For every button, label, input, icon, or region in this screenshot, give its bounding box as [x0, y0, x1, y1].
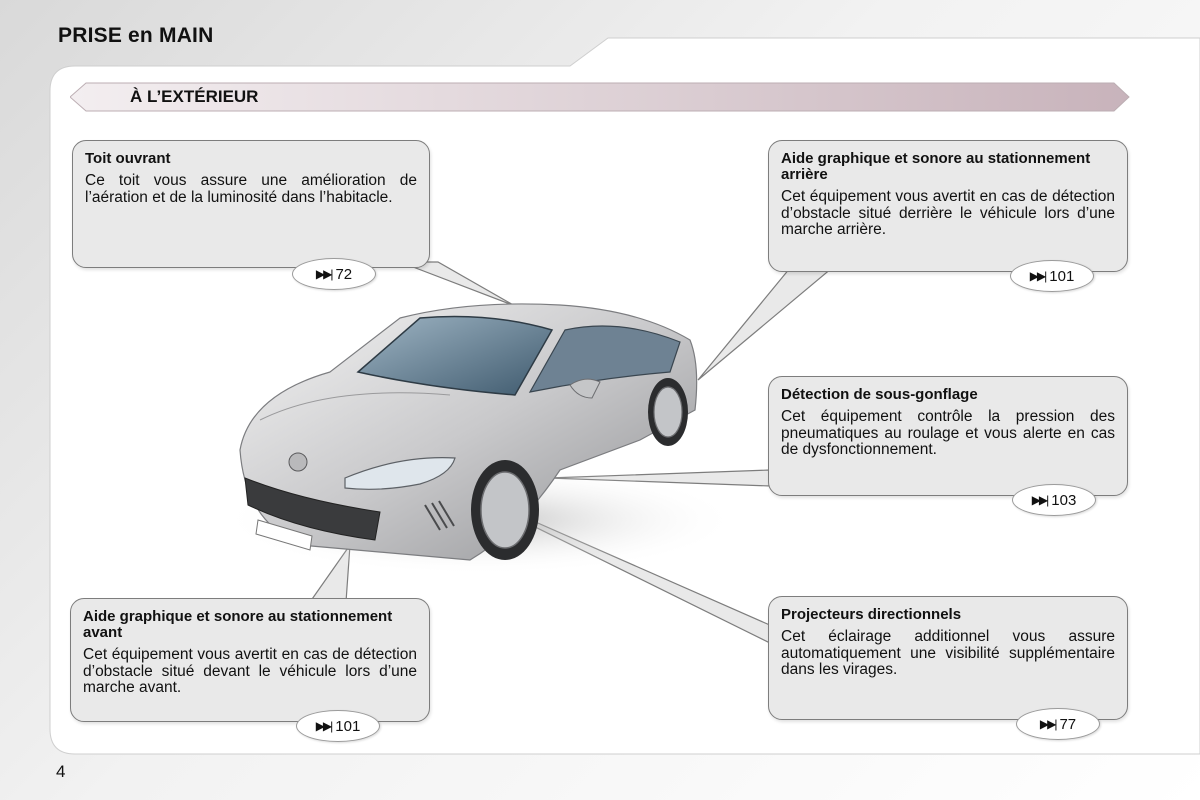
page-ref-toit[interactable] — [292, 258, 376, 290]
skip-forward-icon: ▶▶| — [315, 267, 332, 281]
page-ref-number: 77 — [1059, 715, 1077, 733]
page-ref-aide-avant[interactable] — [296, 710, 380, 742]
skip-forward-icon: ▶▶| — [1029, 269, 1046, 283]
pointer-toit — [400, 262, 515, 306]
page-ref-sous-gonflage[interactable] — [1012, 484, 1096, 516]
skip-forward-icon: ▶▶| — [1039, 717, 1056, 731]
callout-aide-stationnement-arriere — [768, 140, 1128, 272]
page-ref-number: 101 — [335, 717, 361, 735]
callout-text: Cet éclairage additionnel vous assure automatiquement une visibilité supplémentaire dans les virages. — [781, 628, 1115, 678]
page-title: PRISE en MAIN — [58, 24, 214, 47]
callout-toit-ouvrant — [72, 140, 430, 268]
page-ref-number: 101 — [1049, 267, 1075, 285]
page-ref-number: 72 — [335, 265, 353, 283]
page-ref-number: 103 — [1051, 491, 1077, 509]
callout-text: Cet équipement vous avertit en cas de détection d’obstacle situé devant le véhicule lors d’une marche avant. — [83, 646, 417, 696]
callout-text: Cet équipement vous avertit en cas de détection d’obstacle situé derrière le véhicule lors d’une marche arrière. — [781, 188, 1115, 238]
callout-projecteurs-directionnels — [768, 596, 1128, 720]
page-number: 4 — [56, 762, 66, 781]
skip-forward-icon: ▶▶| — [1031, 493, 1048, 507]
callout-aide-stationnement-avant — [70, 598, 430, 722]
callout-detection-sous-gonflage — [768, 376, 1128, 496]
page-ref-aide-arriere[interactable] — [1010, 260, 1094, 292]
callout-title: Détection de sous-gonflage — [781, 386, 978, 403]
skip-forward-icon: ▶▶| — [315, 719, 332, 733]
callout-title: Toit ouvrant — [85, 150, 171, 167]
callout-title: Aide graphique et sonore au stationnement arrière — [781, 150, 1091, 183]
section-title: À L’EXTÉRIEUR — [130, 87, 259, 106]
callout-text: Ce toit vous assure une amélioration de l’aération et de la luminosité dans l’habitacle. — [85, 172, 417, 206]
pointer-aide-arriere — [698, 268, 832, 380]
callout-title: Aide graphique et sonore au stationnement avant — [83, 608, 393, 641]
page-ref-projecteurs[interactable] — [1016, 708, 1100, 740]
callout-text: Cet équipement contrôle la pression des pneumatiques au roulage et vous alerte en cas de dysfonctionnement. — [781, 408, 1115, 458]
callout-title: Projecteurs directionnels — [781, 606, 962, 623]
